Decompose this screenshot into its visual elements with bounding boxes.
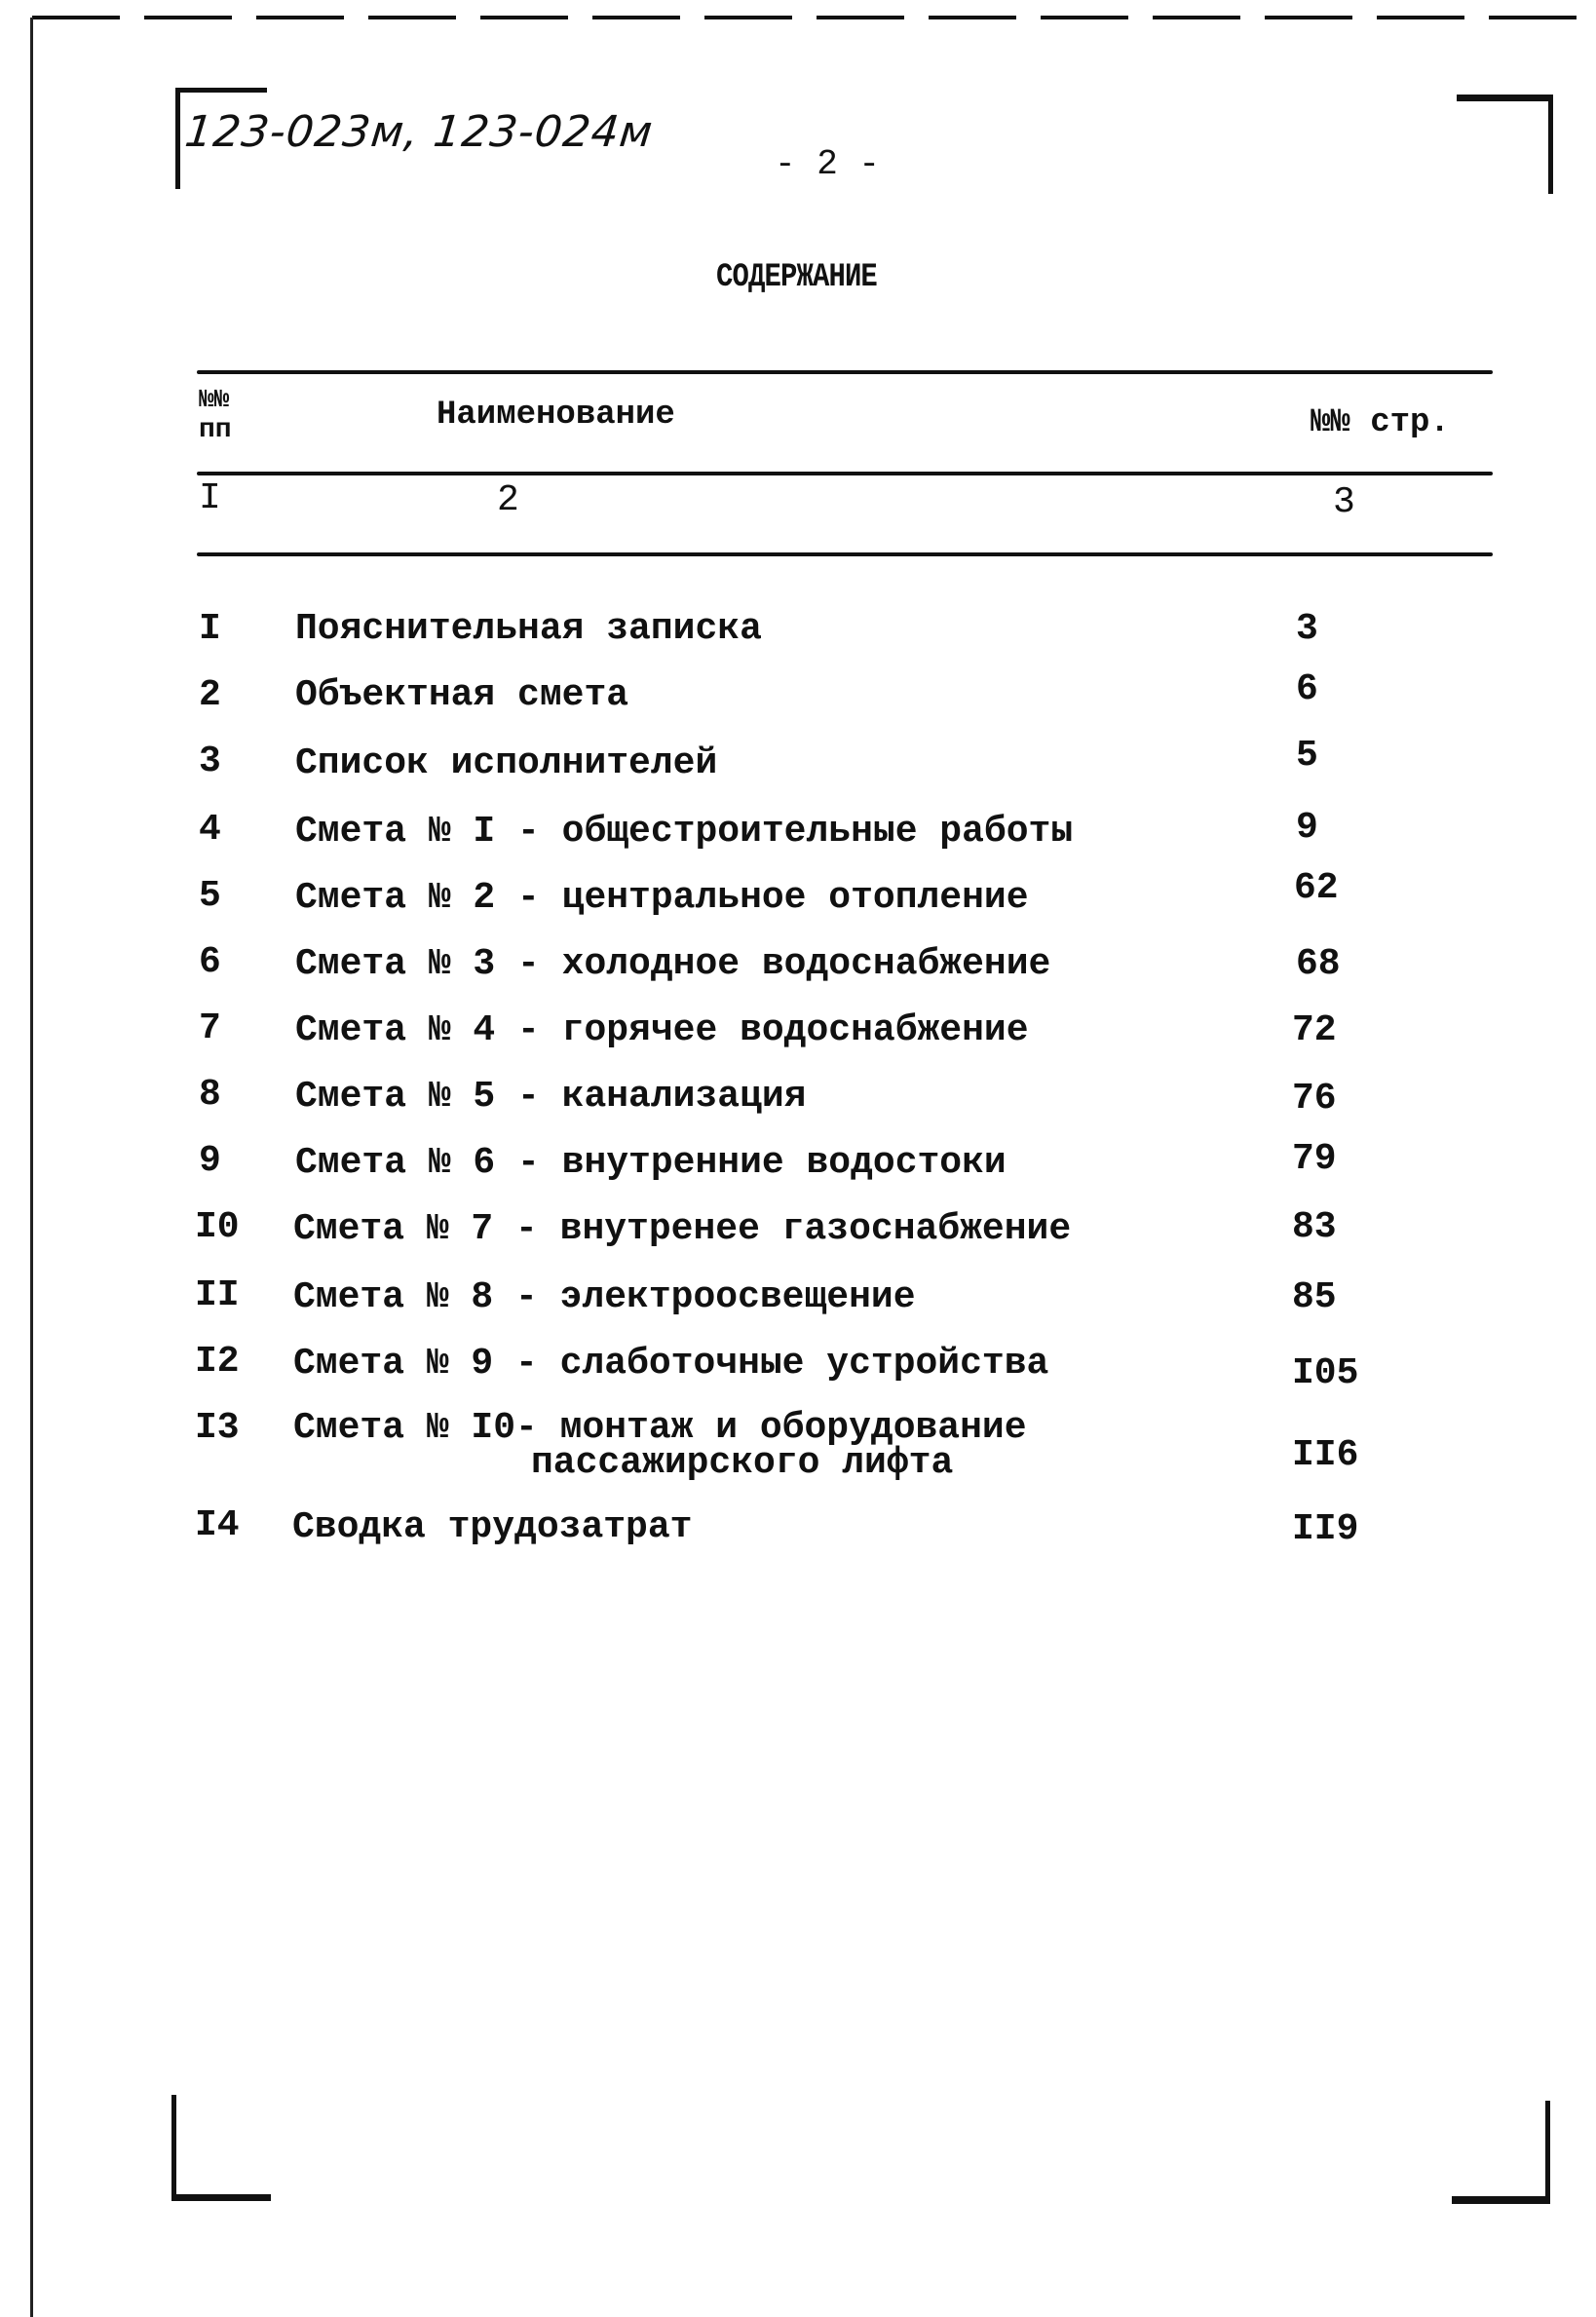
- row-num: I0: [195, 1206, 240, 1248]
- row-name: Смета № 6 - внутренние водостоки: [295, 1142, 1007, 1184]
- row-num: 5: [199, 875, 221, 917]
- row-num: I2: [195, 1341, 240, 1383]
- row-num: 8: [199, 1074, 221, 1116]
- row-num: I: [199, 608, 221, 650]
- document-code-handwritten: 123-023м, 123-024м: [182, 107, 656, 157]
- row-name: Сводка трудозатрат: [292, 1506, 693, 1548]
- page-number: - 2 -: [775, 144, 881, 184]
- row-name: Смета № 8 - электроосвещение: [293, 1276, 916, 1318]
- row-name: Смета № 7 - внутренее газоснабжение: [293, 1208, 1072, 1250]
- row-num: 3: [199, 741, 221, 782]
- row-num: II: [195, 1274, 240, 1316]
- row-page: 62: [1294, 867, 1339, 909]
- row-num: 2: [199, 674, 221, 716]
- row-name-continuation: пассажирского лифта: [531, 1442, 954, 1484]
- row-name: Список исполнителей: [295, 742, 718, 784]
- row-name: Смета № I0- монтаж и оборудование: [293, 1407, 1027, 1449]
- row-page: I05: [1292, 1352, 1359, 1394]
- row-name: Смета № 9 - слаботочные устройства: [293, 1343, 1049, 1385]
- row-page: 83: [1292, 1206, 1337, 1248]
- table-top-rule: [197, 370, 1493, 374]
- row-page: 76: [1292, 1078, 1337, 1120]
- left-binding-line: [30, 18, 33, 2317]
- header-page: №№ стр.: [1311, 404, 1450, 441]
- header-num-line2: пп: [199, 415, 232, 445]
- row-name: Пояснительная записка: [295, 608, 762, 650]
- row-num: I3: [195, 1407, 240, 1449]
- column-number-2: 2: [497, 479, 519, 521]
- row-num: 9: [199, 1140, 221, 1182]
- row-num: I4: [195, 1504, 240, 1546]
- row-name: Объектная смета: [295, 674, 629, 716]
- row-name: Смета № 3 - холодное водоснабжение: [295, 943, 1051, 985]
- row-page: 72: [1292, 1009, 1337, 1051]
- row-name: Смета № 4 - горячее водоснабжение: [295, 1009, 1029, 1051]
- row-page: II9: [1292, 1508, 1359, 1550]
- row-name: Смета № I - общестроительные работы: [295, 811, 1074, 853]
- row-page: 9: [1296, 807, 1318, 849]
- row-page: 6: [1296, 668, 1318, 710]
- row-page: 68: [1296, 943, 1341, 985]
- table-header-rule: [197, 472, 1493, 475]
- row-num: 4: [199, 809, 221, 851]
- top-dashed-border: [32, 16, 1596, 19]
- row-name: Смета № 2 - центральное отопление: [295, 877, 1029, 919]
- row-num: 6: [199, 941, 221, 983]
- column-number-1: I: [199, 477, 221, 519]
- header-num-line1: №№: [199, 385, 230, 414]
- column-number-3: 3: [1333, 481, 1355, 523]
- header-name: Наименование: [437, 397, 675, 434]
- row-page: 79: [1292, 1138, 1337, 1180]
- row-page: 5: [1296, 735, 1318, 777]
- table-column-numbers-rule: [197, 552, 1493, 556]
- row-num: 7: [199, 1007, 221, 1049]
- page-title: СОДЕРЖАНИЕ: [716, 259, 877, 296]
- row-page: 85: [1292, 1276, 1337, 1318]
- row-page: II6: [1292, 1434, 1359, 1476]
- row-page: 3: [1296, 608, 1318, 650]
- row-name: Смета № 5 - канализация: [295, 1076, 807, 1118]
